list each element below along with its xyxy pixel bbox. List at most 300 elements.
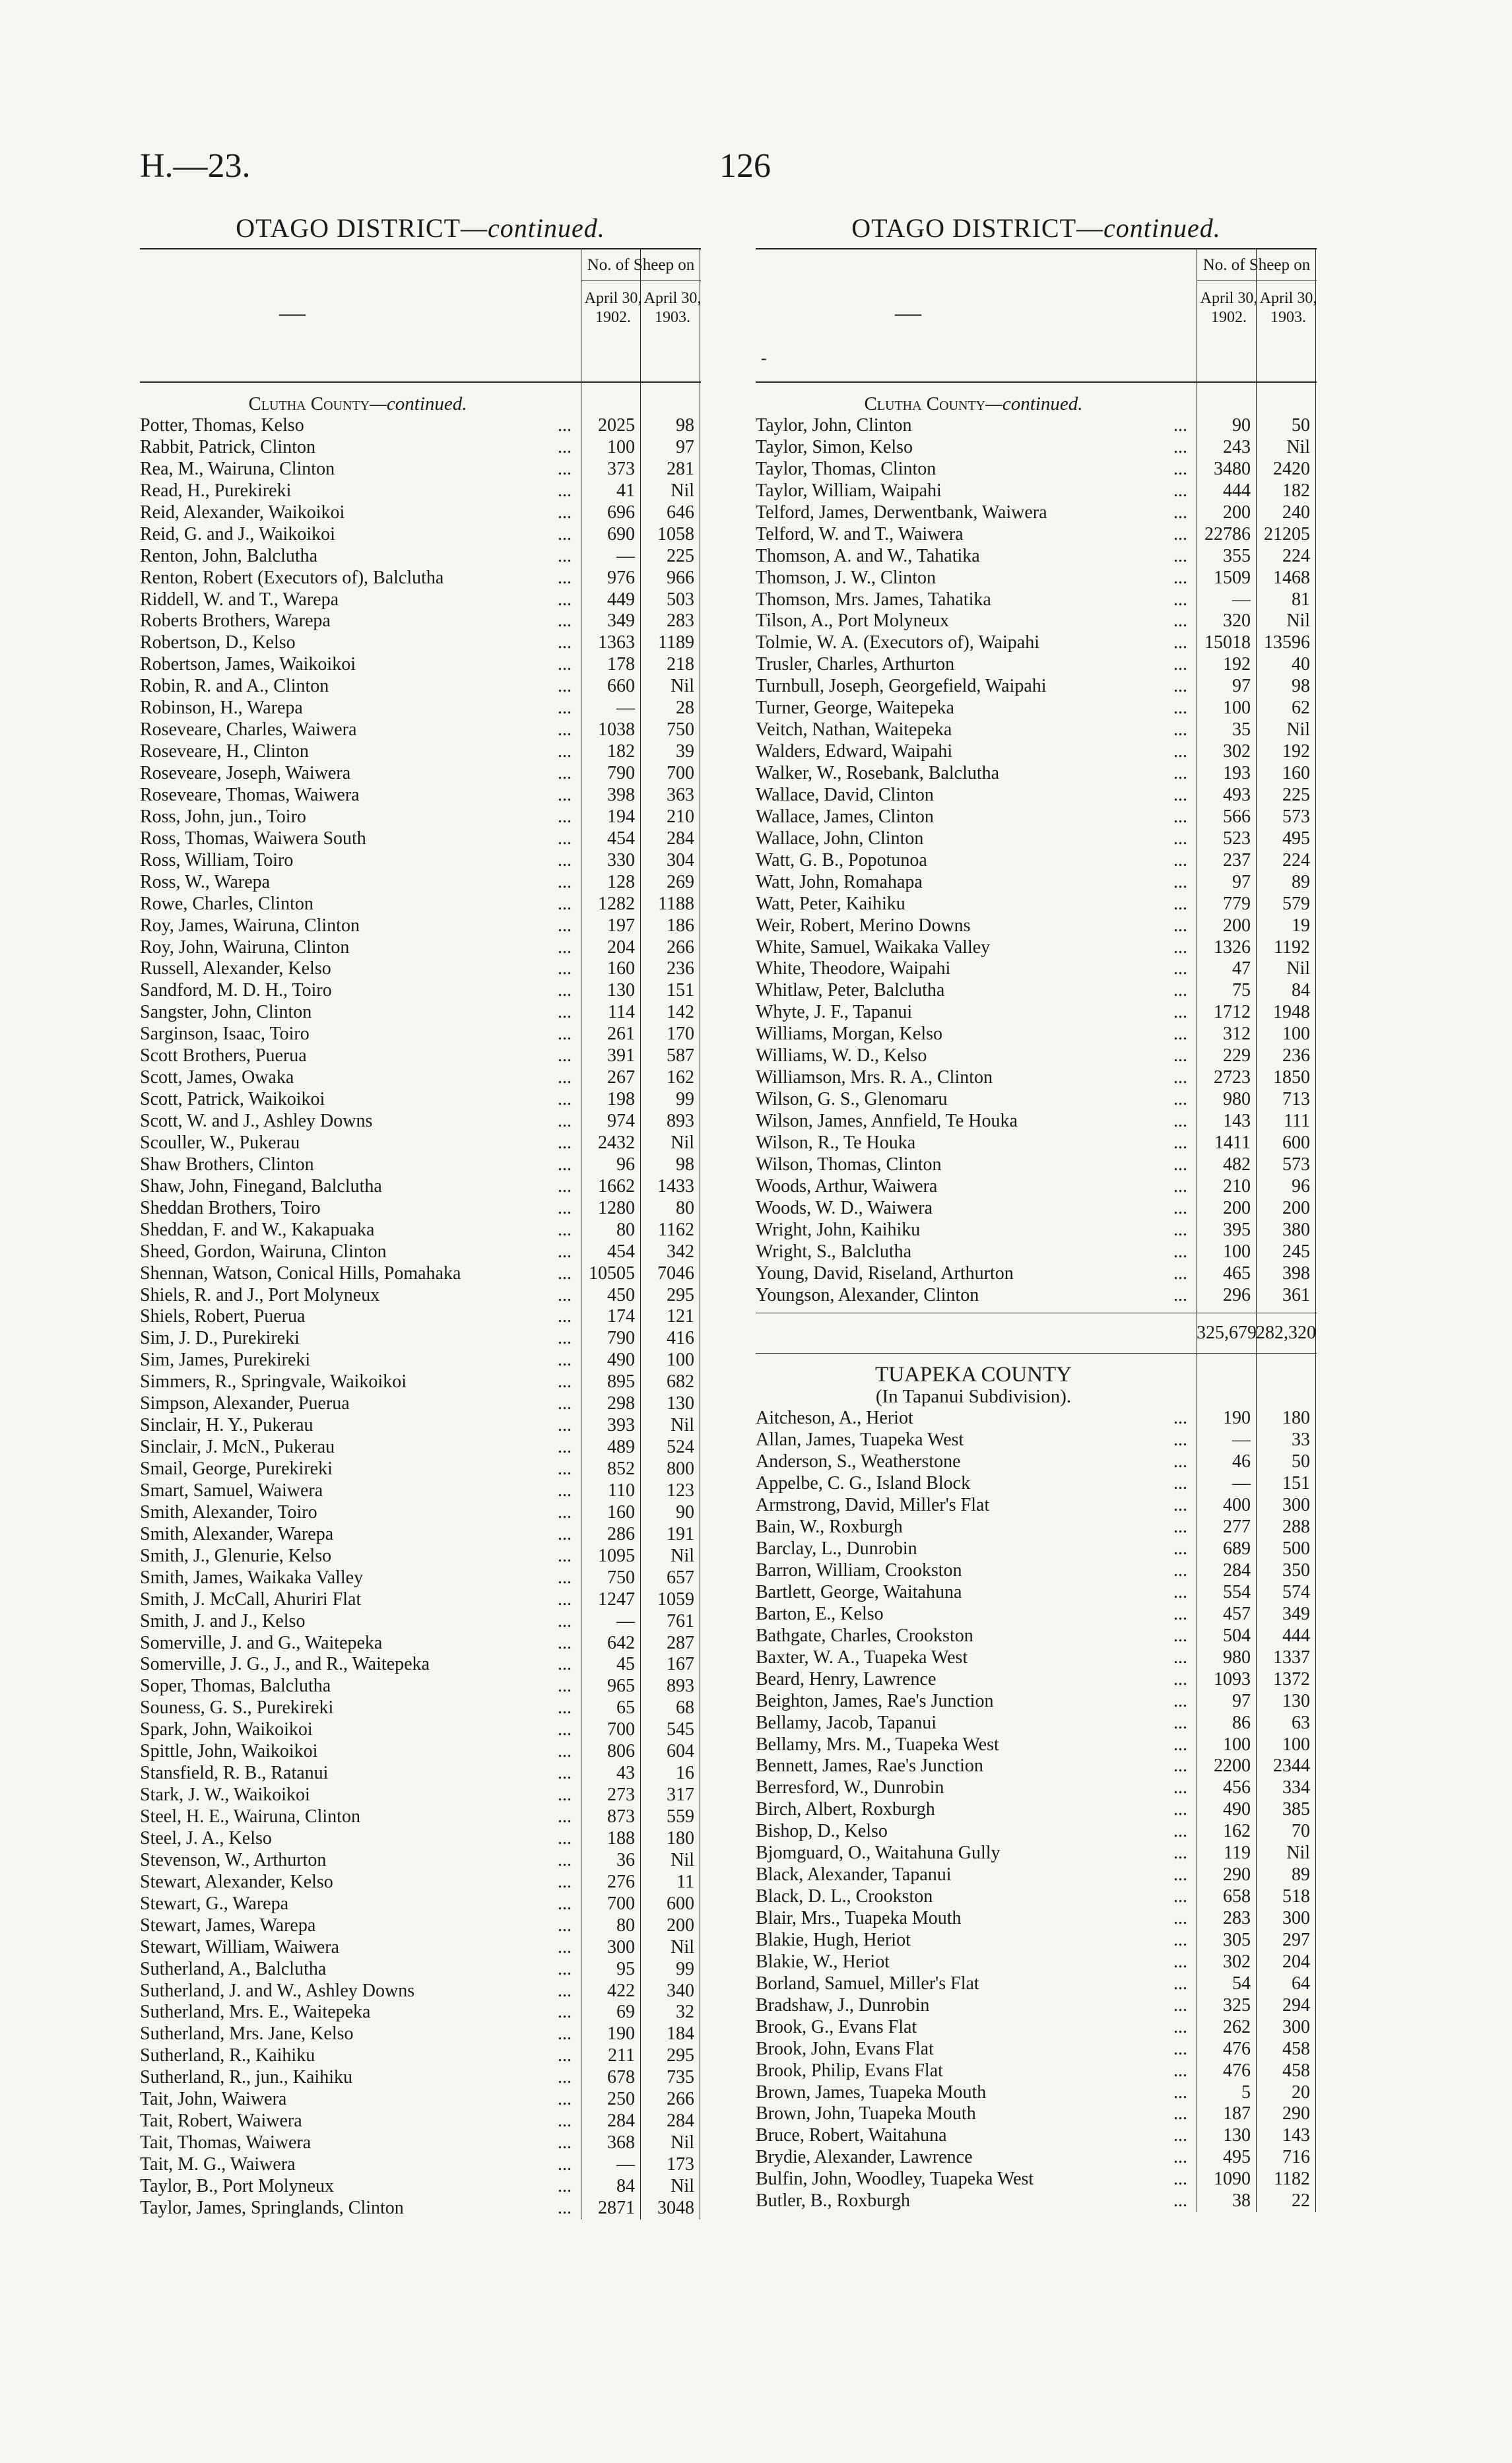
table-row [756,980,1317,1002]
sheep-1902: — [1232,1473,1251,1494]
sheep-1902: 476 [1223,2060,1251,2081]
table-row [756,1669,1317,1691]
sheep-1902: 262 [1223,2016,1251,2037]
sheep-1902: 454 [607,1241,635,1262]
sheep-1902: 198 [607,1089,635,1110]
sheep-1903: 750 [667,719,694,740]
owner-name: Sutherland, R., Kaihiku ... [140,2045,581,2067]
sheep-1903: 240 [1282,502,1310,523]
sheep-1902: 15018 [1204,632,1251,653]
owner-name: Tilson, A., Port Molyneux ... [756,610,1197,632]
sheep-1903: 89 [1292,1864,1310,1886]
section-title: Clutha County—continued. [864,393,1083,414]
sheep-1902: 2723 [1214,1067,1251,1088]
sheep-1902: 182 [607,741,635,762]
sheep-1902: 190 [1223,1408,1251,1429]
sheep-1903: 1182 [1274,2169,1310,2190]
sheep-1903: 300 [1282,1495,1310,1516]
table-row [140,2002,701,2023]
owner-name: Stewart, James, Warepa ... [140,1915,581,1937]
sheep-1903: 130 [667,1393,694,1414]
table-row [140,850,701,872]
table-row [756,2169,1317,2190]
sheep-1902: 642 [607,1632,635,1653]
owner-name: Sinclair, J. McN., Pukerau ... [140,1437,581,1459]
sheep-1902: 243 [1223,436,1251,457]
sheep-1903: 68 [676,1697,694,1719]
owner-name: Shaw Brothers, Clinton ... [140,1154,581,1176]
owner-name: Brown, John, Tuapeka Mouth ... [756,2103,1197,2125]
table-row [140,1524,701,1546]
sheep-1903: 142 [667,1002,694,1023]
owner-name: Scouller, W., Pukerau ... [140,1133,581,1154]
sheep-1903: 186 [667,915,694,936]
sheep-1903: 266 [667,2089,694,2110]
table-row [140,654,701,676]
owner-name: Bartlett, George, Waitahuna ... [756,1582,1197,1604]
owner-name: Wallace, John, Clinton ... [756,828,1197,850]
sheep-1902: 204 [607,936,635,958]
sheep-1903: 123 [667,1480,694,1501]
sheep-1902: 65 [616,1697,635,1719]
table-row [140,1002,701,1024]
table-row [756,1408,1317,1429]
sheep-1903: 398 [1282,1263,1310,1284]
sheep-1902: 690 [607,523,635,544]
table-row [140,1959,701,1981]
sheep-1902: 1326 [1214,936,1251,958]
owner-name: Robinson, H., Warepa ... [140,698,581,719]
owner-name: Stevenson, W., Arthurton ... [140,1850,581,1872]
table-row [756,1973,1317,1995]
sheep-count-header: No. of Sheep on [587,256,695,274]
table-row [140,1089,701,1111]
sheep-1903: 284 [667,828,694,849]
sheep-1902: 689 [1223,1538,1251,1560]
sheep-1903: 89 [1292,871,1310,892]
sheep-1903: 111 [1284,1111,1310,1131]
owner-name: Walders, Edward, Waipahi ... [756,741,1197,763]
table-row [140,2198,701,2219]
table-row [140,1806,701,1828]
sheep-1902: 504 [1223,1625,1251,1646]
sheep-1903: 1189 [658,632,694,653]
sheep-1902: 393 [607,1415,635,1436]
sheep-1902: 273 [607,1785,635,1806]
sheep-1903: Nil [671,2132,694,2153]
sheep-1903: 1192 [1274,936,1310,958]
sheep-1902: 187 [1223,2103,1251,2124]
table-row [756,894,1317,915]
sheep-1903: 98 [676,1154,694,1175]
sheep-1902: 806 [607,1741,635,1762]
sheep-1903: 735 [667,2067,694,2088]
sheep-1903: 7046 [657,1263,694,1284]
owner-name: Taylor, B., Port Molyneux ... [140,2176,581,2198]
owner-name: Woods, Arthur, Waiwera ... [756,1176,1197,1198]
sheep-1902: 1095 [598,1545,635,1566]
sheep-1903: Nil [671,1936,694,1957]
table-row [140,1393,701,1415]
sheep-1902: 658 [1223,1886,1251,1907]
table-row [756,1995,1317,2017]
owner-name: Steel, H. E., Wairuna, Clinton ... [140,1806,581,1828]
owner-name: White, Samuel, Waikaka Valley ... [756,937,1197,959]
sheep-1903: 180 [667,1827,694,1849]
table-row [756,1691,1317,1713]
sheep-1903: 100 [667,1350,694,1371]
table-row [140,2111,701,2132]
table-row [140,2176,701,2198]
sheep-1903: 20 [1292,2082,1310,2103]
sheep-1903: 283 [667,610,694,632]
owner-name: Stewart, G., Warepa ... [140,1893,581,1915]
owner-name: Brook, Philip, Evans Flat ... [756,2060,1197,2082]
table-row [756,2039,1317,2060]
owner-name: Telford, W. and T., Waiwera ... [756,524,1197,546]
owner-name: Taylor, Thomas, Clinton ... [756,459,1197,480]
sheep-1903: 800 [667,1459,694,1479]
sheep-1902: 395 [1223,1219,1251,1240]
sheep-1902: 696 [607,502,635,523]
sheep-1902: 290 [1223,1864,1251,1886]
sheep-1902: 100 [1223,698,1251,719]
owner-name: Reid, G. and J., Waikoikoi ... [140,524,581,546]
sheep-1903: 966 [667,567,694,588]
sheep-1902: 750 [607,1567,635,1588]
sheep-1903: 19 [1292,915,1310,936]
sheep-1902: 188 [607,1827,635,1849]
owner-name: Bennett, James, Rae's Junction ... [756,1756,1197,1777]
sheep-1902: 1411 [1214,1132,1251,1153]
sheep-1903: 184 [667,2023,694,2045]
sheep-1902: 100 [607,436,635,457]
sheep-1902: 873 [607,1806,635,1827]
owner-name: Somerville, J. G., J., and R., Waitepeka ... [140,1654,581,1676]
sheep-1903: 1188 [658,893,694,914]
sheep-1903: 573 [1282,1154,1310,1175]
table-row [140,2089,701,2111]
table-row [756,1777,1317,1799]
sheep-1903: 224 [1282,545,1310,566]
owner-name: Smart, Samuel, Waiwera ... [140,1480,581,1502]
owner-name: Sangster, John, Clinton ... [140,1002,581,1024]
sheep-1903: 1162 [658,1219,694,1240]
sheep-1902: 700 [607,1719,635,1740]
table-row [140,480,701,502]
column-title: OTAGO DISTRICT—continued. [236,213,605,243]
sheep-1902: 444 [1223,480,1251,501]
sheep-1902: 298 [607,1393,635,1414]
table-row [140,1437,701,1459]
sheep-1902: 779 [1223,893,1251,914]
sheep-1902: 80 [616,1915,635,1936]
owner-name: Taylor, William, Waipahi ... [756,480,1197,502]
owner-name: Bruce, Robert, Waitahuna ... [756,2125,1197,2147]
owner-name: Sheddan, F. and W., Kakapuaka ... [140,1220,581,1241]
table-row [140,1719,701,1741]
table-row [756,589,1317,611]
sheep-1902: 43 [616,1763,635,1784]
owner-name: Watt, Peter, Kaihiku ... [756,894,1197,915]
sheep-1902: 46 [1232,1451,1251,1472]
total-1902: 325,679 [1197,1323,1257,1344]
sheep-1903: 130 [1282,1690,1310,1711]
sheep-1903: 1948 [1273,1002,1310,1023]
sheep-1903: 281 [667,458,694,479]
table-row [756,1930,1317,1952]
table-row [756,1560,1317,1582]
sheep-1902: 41 [616,480,635,501]
year-1903-header: April 30, 1903. [1259,290,1317,326]
table-row [140,1697,701,1719]
table-row [140,1350,701,1371]
sheep-1903: 97 [676,436,694,457]
sheep-1902: 229 [1223,1045,1251,1067]
sheep-1902: 325 [1223,1994,1251,2016]
sheep-1903: 266 [667,936,694,958]
sheep-1903: 167 [667,1654,694,1675]
owner-name: Armstrong, David, Miller's Flat ... [756,1495,1197,1517]
table-row [140,1328,701,1350]
table-row [140,1589,701,1611]
sheep-1903: 96 [1292,1175,1310,1197]
table-row [140,1176,701,1198]
table-row [756,1045,1317,1067]
sheep-1902: 457 [1223,1603,1251,1624]
owner-name: Thomson, Mrs. James, Tahatika ... [756,589,1197,611]
owner-name: Wilson, Thomas, Clinton ... [756,1154,1197,1176]
sheep-1903: Nil [671,1132,694,1153]
table-row [756,1517,1317,1538]
owner-name: Wallace, James, Clinton ... [756,806,1197,828]
owner-name: Sarginson, Isaac, Toiro ... [140,1024,581,1045]
owner-name: Roseveare, Joseph, Waiwera ... [140,763,581,785]
sheep-1903: 50 [1292,1451,1310,1472]
sheep-1902: 302 [1223,1951,1251,1972]
table-row [140,1133,701,1154]
sheep-1903: 80 [676,1197,694,1218]
table-row [140,1024,701,1045]
table-row [140,1154,701,1176]
sheep-1902: 422 [607,1980,635,2001]
owner-name: Whyte, J. F., Tapanui ... [756,1002,1197,1024]
owner-name: Barton, E., Kelso ... [756,1604,1197,1626]
owner-name: Williams, W. D., Kelso ... [756,1045,1197,1067]
sheep-1902: — [1232,1429,1251,1451]
sheep-1902: 489 [607,1437,635,1458]
sheep-1902: 69 [616,2002,635,2023]
sheep-1903: 600 [1282,1132,1310,1153]
table-row [756,415,1317,437]
sheep-1902: 200 [1223,915,1251,936]
sheep-1902: 1363 [598,632,635,653]
table-row [140,524,701,546]
table-row [756,1429,1317,1451]
sheep-1902: 980 [1223,1647,1251,1668]
sheep-1903: 1059 [657,1589,694,1610]
table-row [756,1285,1317,1307]
table-row [756,1604,1317,1626]
sheep-1903: 385 [1282,1799,1310,1820]
sheep-1902: 5 [1241,2082,1251,2103]
sheep-1902: 119 [1224,1843,1251,1864]
table-row [140,1111,701,1133]
owner-name: Woods, W. D., Waiwera ... [756,1198,1197,1220]
year-1902-header: April 30, 1902. [1200,290,1258,326]
sheep-1903: 495 [1282,828,1310,849]
sheep-1902: 1093 [1214,1668,1251,1690]
sheep-1903: 63 [1292,1712,1310,1733]
table-row [756,1713,1317,1734]
sheep-1903: 503 [667,589,694,610]
owner-name: Whitlaw, Peter, Balclutha ... [756,980,1197,1002]
sheep-1902: 194 [607,806,635,827]
sheep-1903: 317 [667,1785,694,1806]
owner-name: Read, H., Purekireki ... [140,480,581,502]
table-row [140,1198,701,1220]
sheep-1903: 682 [667,1371,694,1393]
table-row [756,1647,1317,1669]
sheep-1903: 2420 [1273,458,1310,479]
sheep-1902: — [616,698,635,719]
sheep-1903: 297 [1282,1929,1310,1950]
owner-name: Renton, John, Balclutha ... [140,546,581,568]
sheep-1902: 320 [1223,610,1251,632]
table-row [140,1480,701,1502]
sheep-1902: 2200 [1214,1756,1251,1777]
owner-name: Renton, Robert (Executors of), Balclutha ... [140,568,581,589]
sheep-1903: 200 [667,1915,694,1936]
sheep-1902: 1662 [598,1175,635,1197]
table-row [756,2060,1317,2082]
sheep-1902: 495 [1223,2147,1251,2168]
table-row [140,1915,701,1937]
table-row [756,480,1317,502]
sheep-1902: 22786 [1204,523,1251,544]
owner-name: Shiels, Robert, Puerua ... [140,1306,581,1328]
owner-name: Black, Alexander, Tapanui ... [756,1864,1197,1886]
sheep-1903: 64 [1292,1973,1310,1994]
sheep-1902: 678 [607,2067,635,2088]
sheep-1903: 236 [667,958,694,979]
sheep-1903: 500 [1282,1538,1310,1560]
table-row [140,872,701,894]
table-row [140,763,701,785]
owner-name: Roy, James, Wairuna, Clinton ... [140,915,581,937]
sheep-1903: 225 [667,545,694,566]
sheep-1902: 300 [607,1936,635,1957]
sheep-1902: 54 [1232,1973,1251,1994]
sheep-1902: 965 [607,1676,635,1697]
right-table-body [756,383,1317,2212]
owner-name: Bishop, D., Kelso ... [756,1821,1197,1843]
sheep-1903: 162 [667,1067,694,1088]
table-row [140,2023,701,2045]
sheep-1902: 400 [1223,1495,1251,1516]
table-row [140,546,701,568]
sheep-1903: 245 [1282,1241,1310,1262]
owner-name: Baxter, W. A., Tuapeka West ... [756,1647,1197,1669]
tuapeka-subdivision: (In Tapanui Subdivision). [875,1386,1072,1408]
owner-name: Sinclair, H. Y., Pukerau ... [140,1415,581,1437]
sheep-1902: 493 [1223,784,1251,805]
table-row [756,1734,1317,1756]
sheep-1902: 193 [1223,763,1251,783]
table-row [756,1908,1317,1930]
sheep-1902: 114 [608,1002,635,1023]
owner-name: Potter, Thomas, Kelso ... [140,415,581,437]
sheep-1903: 50 [1292,415,1310,436]
owner-name: Roseveare, Thomas, Waiwera ... [140,785,581,806]
table-row [756,1241,1317,1263]
sheep-1902: 174 [607,1306,635,1327]
owner-name: Black, D. L., Crookston ... [756,1886,1197,1908]
sheep-1902: 391 [607,1045,635,1067]
left-table-body [140,383,701,2219]
table-row [756,632,1317,654]
owner-name: Wright, John, Kaihiku ... [756,1220,1197,1241]
owner-name: Scott, W. and J., Ashley Downs ... [140,1111,581,1133]
sheep-1902: 267 [607,1067,635,1088]
sheep-1902: 143 [1223,1111,1251,1131]
sheep-1903: 84 [1292,980,1310,1001]
sheep-1902: 368 [607,2132,635,2153]
owner-name: Tait, Robert, Waiwera ... [140,2111,581,2132]
table-row [756,654,1317,676]
table-row [756,785,1317,806]
owner-name: Blakie, Hugh, Heriot ... [756,1930,1197,1952]
sheep-1903: 1372 [1273,1668,1310,1690]
table-row [756,958,1317,980]
table-row [756,1133,1317,1154]
table-row [140,806,701,828]
owner-name: Spittle, John, Waikoikoi ... [140,1741,581,1763]
owner-name: Tait, John, Waiwera ... [140,2089,581,2111]
owner-name: Williamson, Mrs. R. A., Clinton ... [756,1067,1197,1089]
owner-name: Blair, Mrs., Tuapeka Mouth ... [756,1908,1197,1930]
sheep-1903: 121 [667,1306,694,1327]
sheep-1902: 90 [1232,415,1251,436]
table-row [140,1981,701,2002]
table-row [140,589,701,611]
owner-name: Riddell, W. and T., Warepa ... [140,589,581,611]
owner-name: Wilson, James, Annfield, Te Houka ... [756,1111,1197,1133]
owner-name: Sutherland, A., Balclutha ... [140,1959,581,1981]
sheep-1902: 237 [1223,849,1251,870]
sheep-1902: 10505 [589,1263,635,1284]
owner-name: Sim, J. D., Purekireki ... [140,1328,581,1350]
sheep-1902: 790 [607,763,635,783]
table-row [140,828,701,850]
table-row [140,1263,701,1285]
owner-name: Sutherland, Mrs. Jane, Kelso ... [140,2023,581,2045]
owner-name: Scott, Patrick, Waikoikoi ... [140,1089,581,1111]
table-row [756,2147,1317,2169]
owner-name: Tait, M. G., Waiwera ... [140,2154,581,2176]
sheep-1903: 573 [1282,806,1310,827]
owner-name: Barclay, L., Dunrobin ... [756,1538,1197,1560]
sheep-1903: 28 [676,698,694,719]
sheep-1902: 482 [1223,1154,1251,1175]
header-mark: - [761,348,767,368]
table-row [756,872,1317,894]
sheep-1902: 47 [1232,958,1251,979]
owner-name: Trusler, Charles, Arthurton ... [756,654,1197,676]
sheep-1902: 95 [616,1958,635,1979]
sheep-1903: 349 [1282,1603,1310,1624]
table-row [756,806,1317,828]
